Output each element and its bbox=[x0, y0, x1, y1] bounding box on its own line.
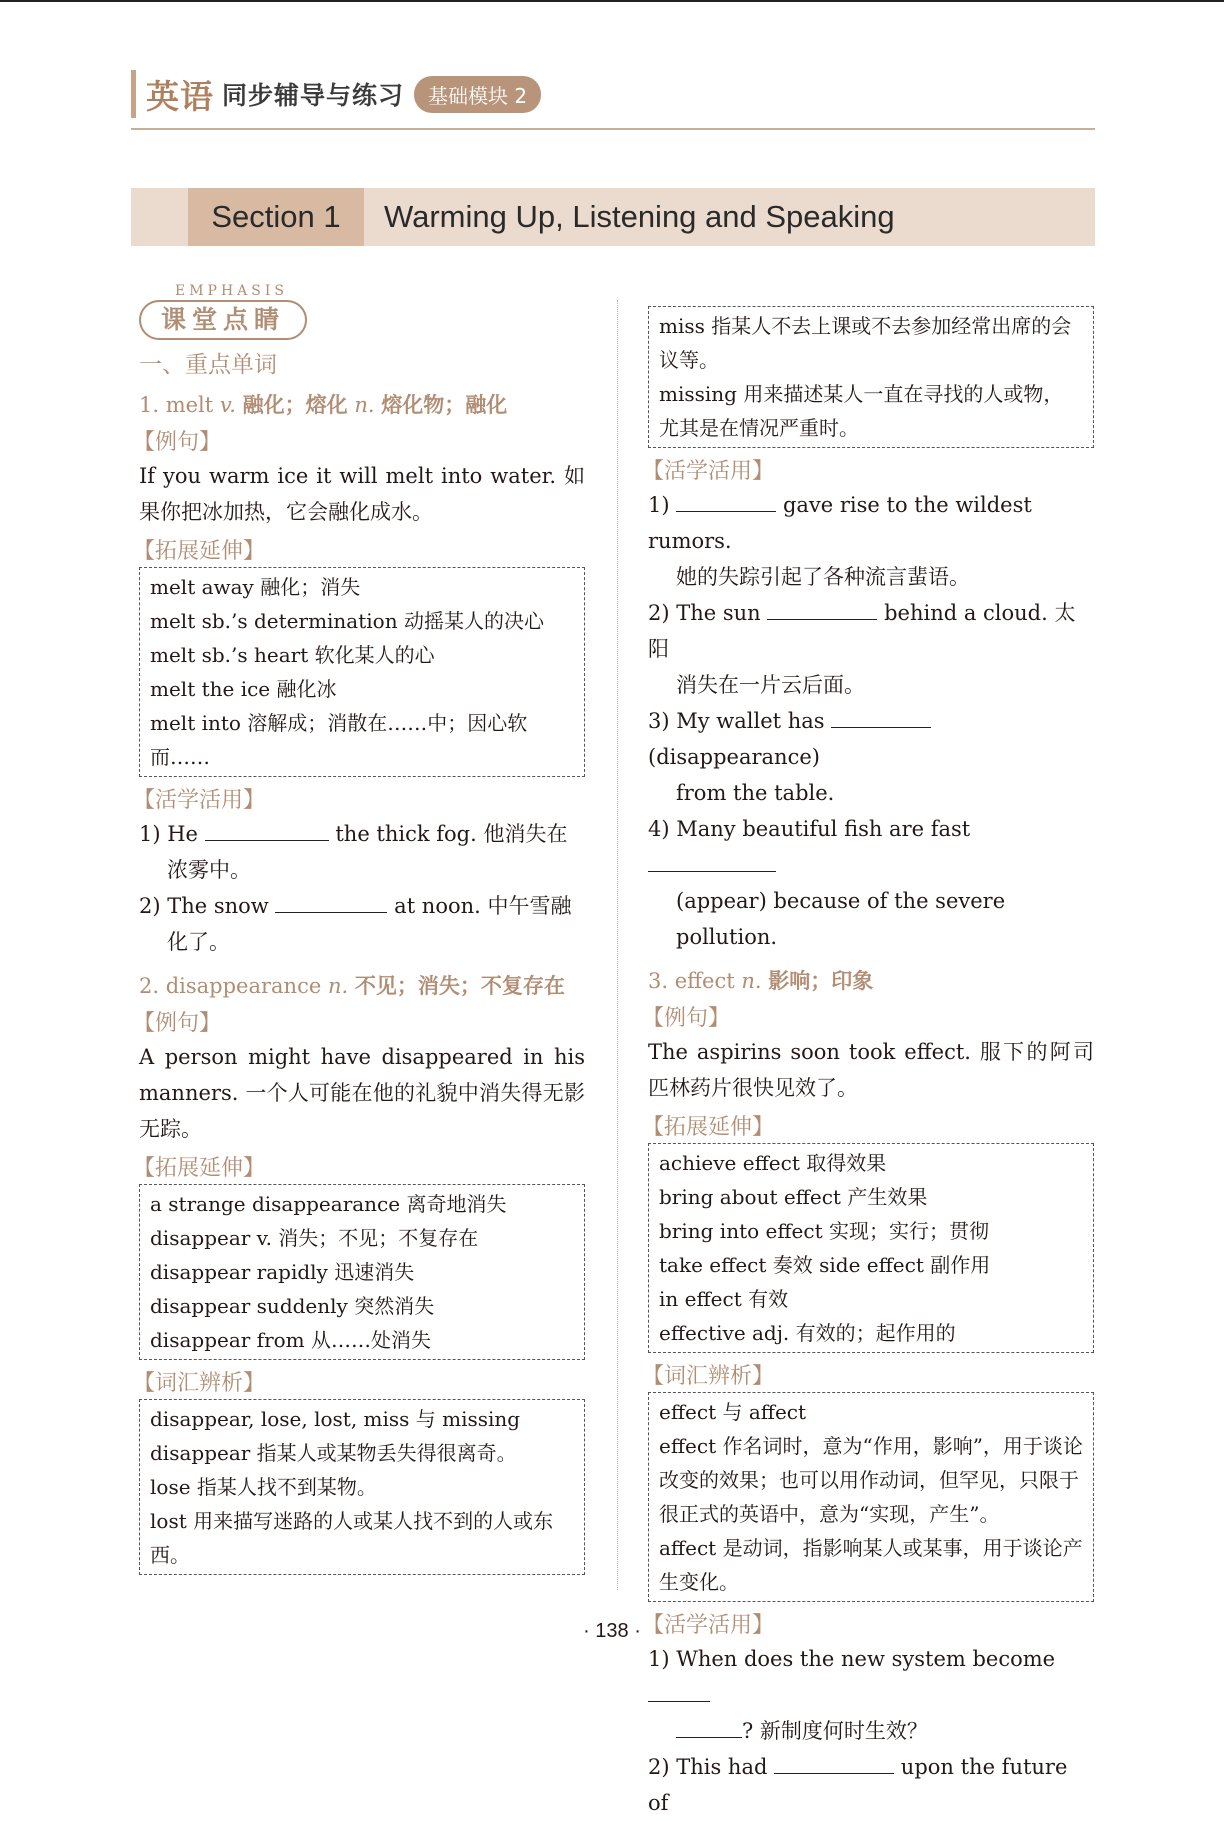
extend-box bbox=[648, 1143, 1094, 1353]
left-column bbox=[133, 282, 585, 1581]
right-column bbox=[642, 300, 1094, 1821]
label-extend: 【拓展延伸】 bbox=[642, 1115, 775, 1140]
label-example: 【例句】 bbox=[133, 1011, 222, 1036]
exercise-item: 1) gave rise to the wildest rumors. 她的失踪引起了各种流言蜚语。 bbox=[648, 493, 1032, 589]
list-item: melt sb.’s determination 动摇某人的决心 bbox=[150, 609, 544, 633]
label-distinguish: 【词汇辨析】 bbox=[133, 1371, 266, 1396]
exercise-item: 2) This had upon the future of bbox=[648, 1755, 1068, 1815]
list-item: take effect 奏效 side effect 副作用 bbox=[659, 1253, 991, 1277]
exercise-item: 1) When does the new system become ? 新制度何时生效？ bbox=[648, 1647, 1056, 1743]
list-item: melt into 溶解成；消散在……中；因心软而…… bbox=[150, 711, 528, 769]
exercise-item: 2) The snow at noon. 中午雪融 化了。 bbox=[139, 894, 572, 954]
label-extend: 【拓展延伸】 bbox=[133, 1156, 266, 1181]
list-item: melt the ice 融化冰 bbox=[150, 677, 337, 701]
header-subject: 英语 bbox=[146, 76, 214, 116]
list-item: effect 作名词时，意为“作用，影响”，用于谈论改变的效果；也可以用作动词，但罕见，只限于很正式的英语中，意为“实现，产生”。 bbox=[659, 1434, 1083, 1526]
emphasis-label-en: EMPHASIS bbox=[175, 283, 289, 299]
list-item: lost 用来描写迷路的人或某人找不到的人或东西。 bbox=[150, 1509, 554, 1567]
exercise-item: 4) Many beautiful fish are fast (appear) because of the severe pollution. bbox=[648, 817, 1006, 949]
header-rule bbox=[131, 128, 1095, 130]
top-rule bbox=[0, 0, 1224, 2]
list-item: melt away 融化；消失 bbox=[150, 575, 361, 599]
word-entry-melt: 1. melt v. 融化；熔化 n. 熔化物；融化 bbox=[139, 393, 508, 417]
example-sentence: The aspirins soon took effect. 服下的阿司匹林药片很快见效了。 bbox=[648, 1040, 1094, 1100]
list-item: disappear 指某人或某物丢失得很离奇。 bbox=[150, 1441, 517, 1465]
header-accent-bar bbox=[131, 70, 136, 118]
answer-blank[interactable] bbox=[831, 707, 931, 728]
answer-blank[interactable] bbox=[676, 1717, 742, 1738]
exercise-item: 1) He the thick fog. 他消失在 浓雾中。 bbox=[139, 822, 568, 882]
label-practice: 【活学活用】 bbox=[642, 459, 775, 484]
header-module-badge: 基础模块 2 bbox=[414, 76, 541, 113]
label-distinguish: 【词汇辨析】 bbox=[642, 1364, 775, 1389]
section-number: Section 1 bbox=[188, 188, 364, 246]
list-item: lose 指某人找不到某物。 bbox=[150, 1475, 377, 1499]
word-entry-disappearance: 2. disappearance n. 不见；消失；不复存在 bbox=[139, 974, 565, 998]
exercise-item: 3) My wallet has (disappearance) from the table. bbox=[648, 703, 1094, 811]
list-item: disappear rapidly 迅速消失 bbox=[150, 1260, 415, 1284]
answer-blank[interactable] bbox=[275, 892, 387, 913]
list-item: achieve effect 取得效果 bbox=[659, 1151, 887, 1175]
list-item: miss 指某人不去上课或不去参加经常出席的会议等。 bbox=[659, 314, 1072, 372]
list-item: disappear suddenly 突然消失 bbox=[150, 1294, 435, 1318]
answer-blank[interactable] bbox=[767, 599, 877, 620]
answer-blank[interactable] bbox=[205, 820, 329, 841]
list-item: melt sb.’s heart 软化某人的心 bbox=[150, 643, 435, 667]
distinguish-box bbox=[648, 1392, 1094, 1602]
list-item: disappear from 从……处消失 bbox=[150, 1328, 431, 1352]
list-item: in effect 有效 bbox=[659, 1287, 789, 1311]
column-divider bbox=[617, 300, 618, 1590]
label-extend: 【拓展延伸】 bbox=[133, 539, 266, 564]
list-item: effect 与 affect bbox=[659, 1400, 807, 1424]
page-number: · 138 · bbox=[583, 1620, 641, 1642]
example-sentence: A person might have disappeared in his manners. 一个人可能在他的礼貌中消失得无影无踪。 bbox=[139, 1045, 585, 1141]
exercise-item: 2) The sun behind a cloud. 太阳 消失在一片云后面。 bbox=[648, 601, 1076, 697]
word-entry-effect: 3. effect n. 影响；印象 bbox=[648, 969, 874, 993]
heading-key-words: 一、重点单词 bbox=[139, 352, 277, 378]
label-practice: 【活学活用】 bbox=[642, 1613, 775, 1638]
answer-blank[interactable] bbox=[648, 1681, 710, 1702]
label-example: 【例句】 bbox=[133, 430, 222, 455]
header-book-title: 同步辅导与练习 bbox=[222, 81, 405, 110]
section-title: Warming Up, Listening and Speaking bbox=[384, 199, 895, 234]
list-item: disappear, lose, lost, miss 与 missing bbox=[150, 1407, 521, 1431]
extend-box bbox=[139, 567, 585, 777]
label-practice: 【活学活用】 bbox=[133, 788, 266, 813]
running-header bbox=[131, 68, 541, 120]
label-example: 【例句】 bbox=[642, 1006, 731, 1031]
extend-box bbox=[139, 1184, 585, 1360]
distinguish-box-continued bbox=[648, 306, 1094, 448]
list-item: disappear v. 消失；不见；不复存在 bbox=[150, 1226, 479, 1250]
list-item: effective adj. 有效的；起作用的 bbox=[659, 1321, 956, 1345]
answer-blank[interactable] bbox=[648, 851, 776, 872]
emphasis-label: 课堂点睛 bbox=[139, 300, 307, 340]
answer-blank[interactable] bbox=[676, 491, 776, 512]
answer-blank[interactable] bbox=[774, 1753, 894, 1774]
list-item: affect 是动词，指影响某人或某事，用于谈论产生变化。 bbox=[659, 1536, 1083, 1594]
list-item: bring about effect 产生效果 bbox=[659, 1185, 928, 1209]
example-sentence: If you warm ice it will melt into water. 如果你把冰加热，它会融化成水。 bbox=[139, 464, 585, 524]
list-item: a strange disappearance 离奇地消失 bbox=[150, 1192, 507, 1216]
list-item: bring into effect 实现；实行；贯彻 bbox=[659, 1219, 989, 1243]
list-item: missing 用来描述某人一直在寻找的人或物，尤其是在情况严重时。 bbox=[659, 382, 1064, 440]
distinguish-box bbox=[139, 1399, 585, 1575]
